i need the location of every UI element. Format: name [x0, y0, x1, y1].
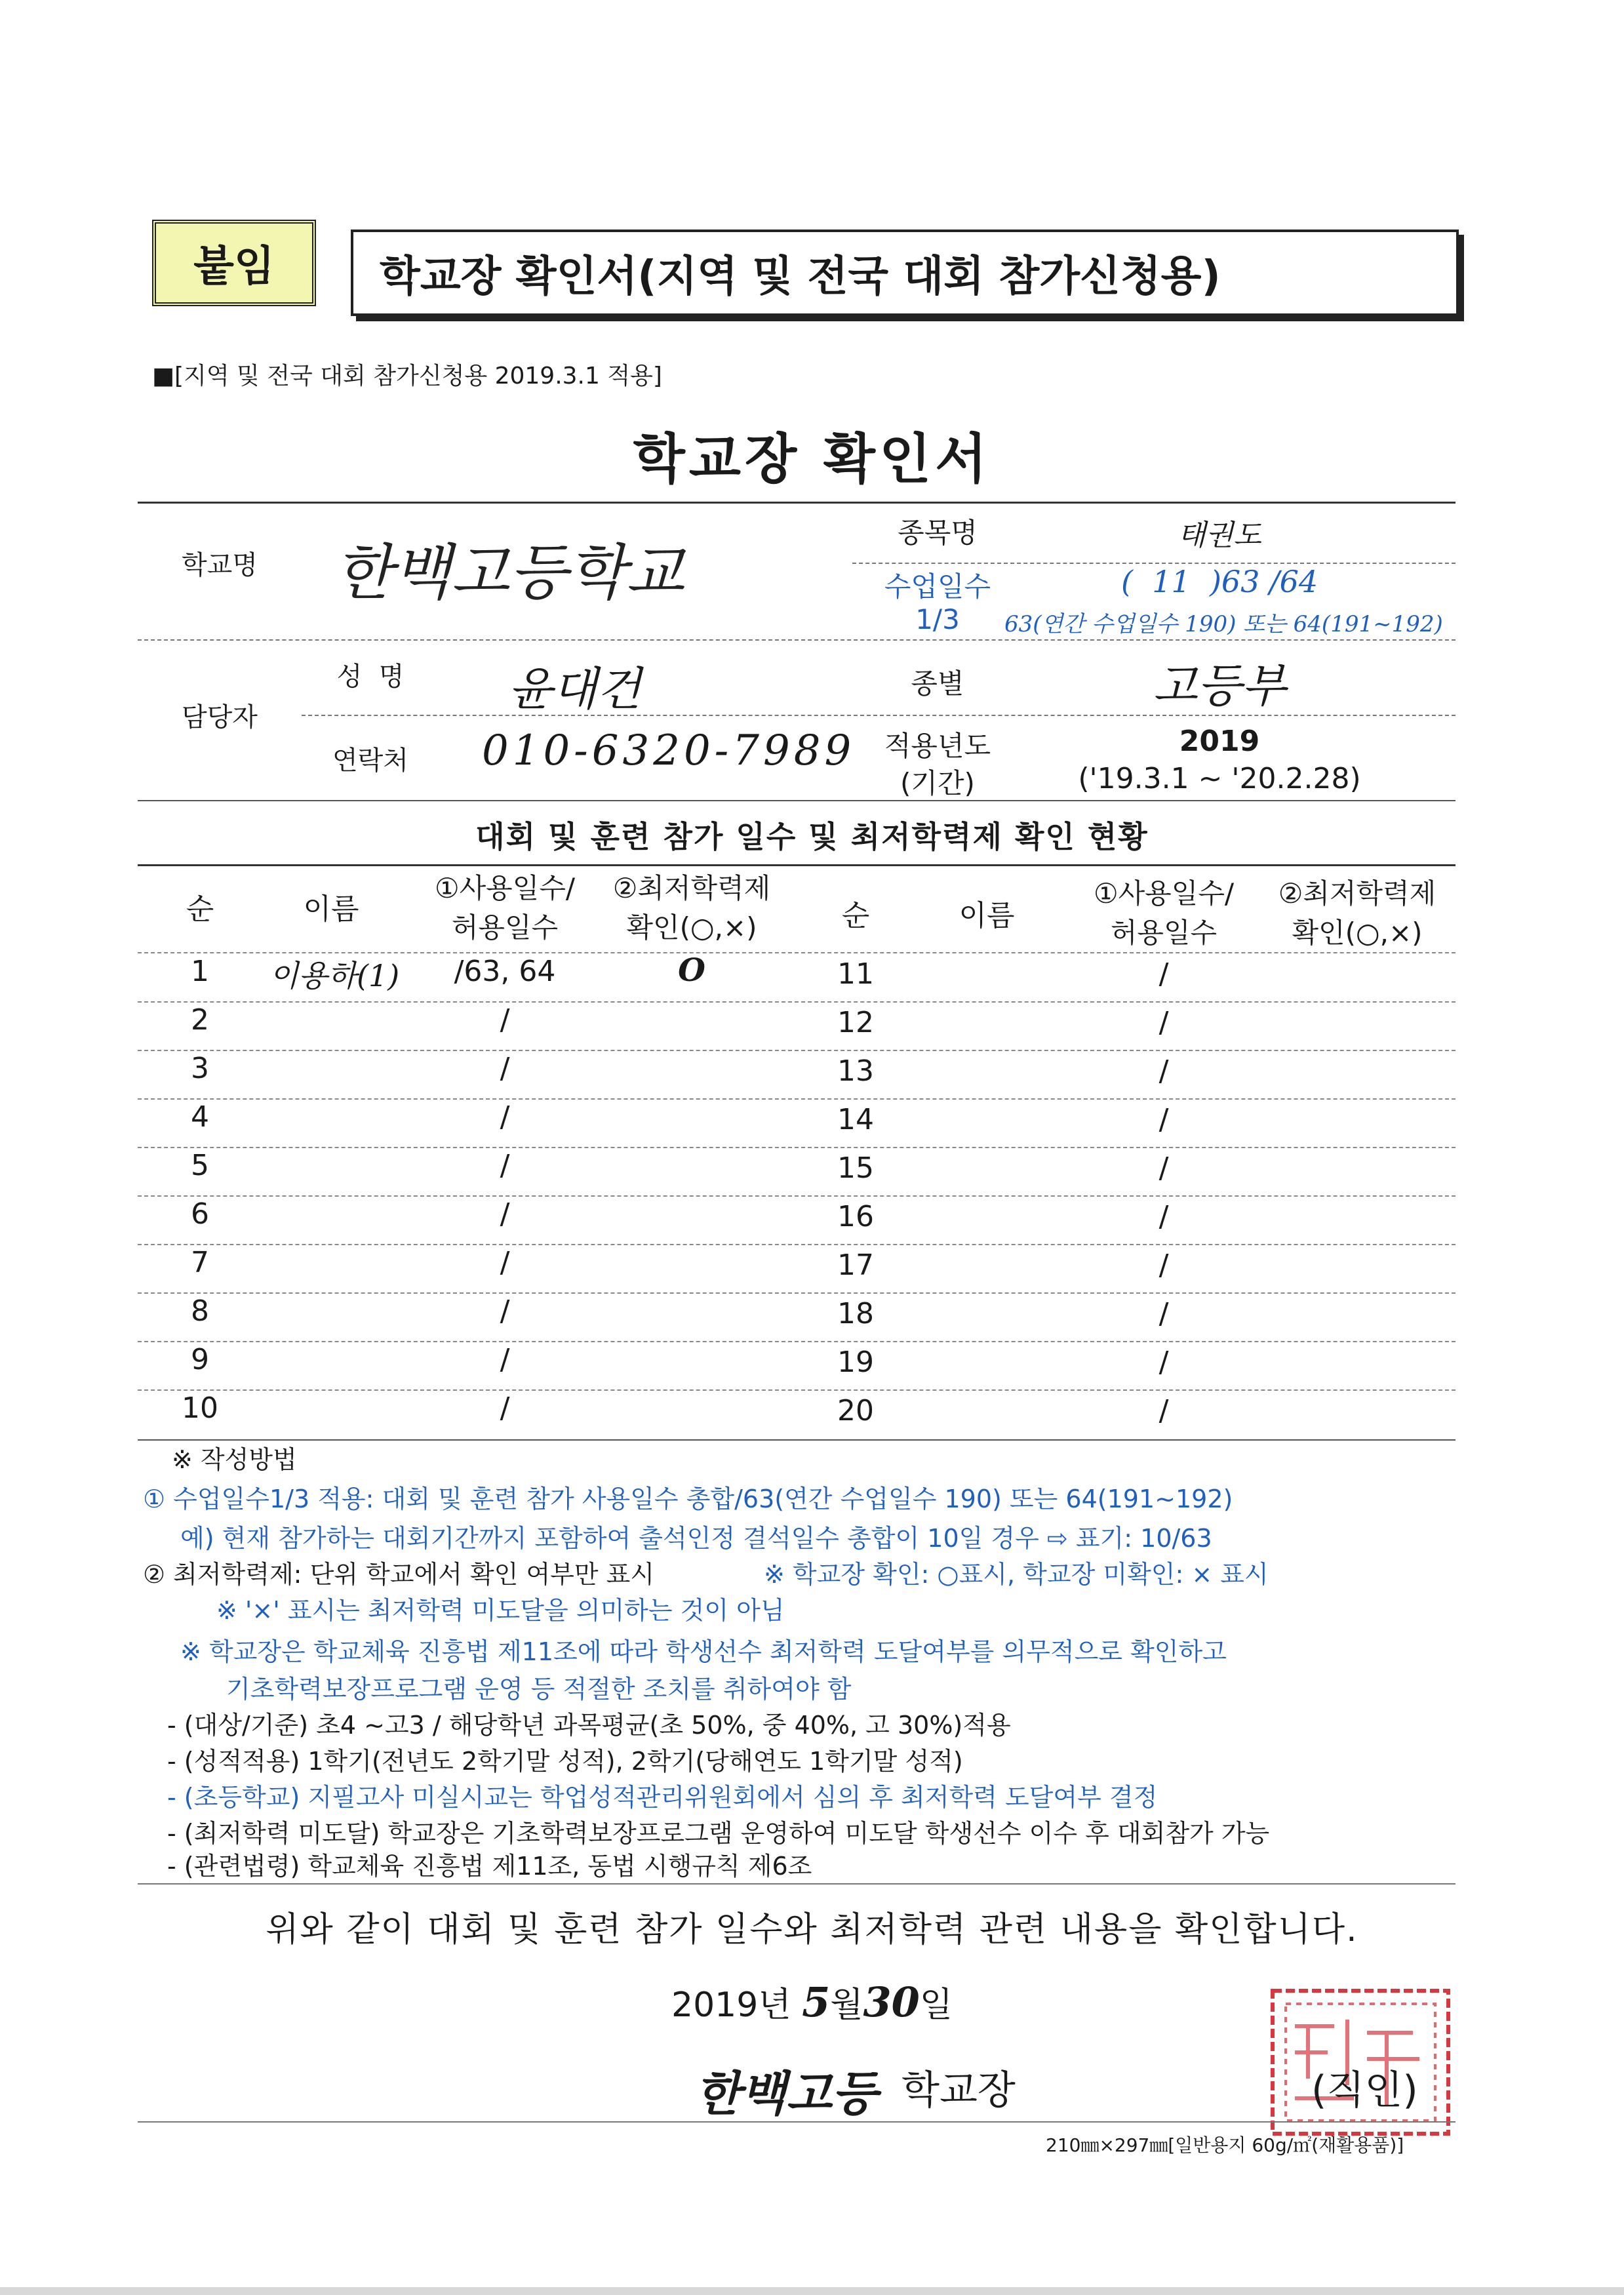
manager-label: 담당자 [182, 702, 258, 732]
header-check-left-1: ②최저학력제 [612, 872, 771, 904]
header-no-left: 순 [186, 892, 214, 926]
date-day: 30 [863, 1978, 920, 2026]
row-divider [138, 1098, 1456, 1100]
class-days-frac: 1/3 [915, 603, 960, 635]
row-divider [138, 1389, 1456, 1391]
name-label: 성 명 [336, 662, 405, 692]
seal-label: (직인) [1311, 2067, 1418, 2113]
year-value: 2019 [1179, 725, 1260, 758]
row-no: 13 [837, 1054, 874, 1088]
year-label: 적용년도 [884, 730, 991, 762]
school-value: 한백고등학교 [334, 538, 684, 608]
row-divider [138, 1001, 1456, 1003]
header-days-right-2: 허용일수 [1110, 917, 1218, 949]
header-check-right-1: ②최저학력제 [1278, 877, 1436, 909]
row-no: 4 [191, 1100, 209, 1134]
note-1b: 예) 현재 참가하는 대회기간까지 포함하여 출석인정 결석일수 총합이 10일 경우 ⇨ 표기: 10/63 [180, 1524, 1212, 1553]
row-days: / [500, 1149, 510, 1182]
row-days: / [500, 1100, 510, 1134]
row-days: / [500, 1294, 510, 1328]
banner-title: 학교장 확인서(지역 및 전국 대회 참가신청용) [380, 252, 1221, 301]
row-no: 6 [191, 1197, 209, 1231]
row-no: 15 [837, 1151, 874, 1185]
name-value: 윤대건 [508, 662, 641, 716]
row-no: 10 [182, 1391, 218, 1425]
manager-divider [302, 715, 1456, 716]
division-label: 종별 [911, 668, 964, 700]
row-days: / [500, 1197, 510, 1231]
header-days-right-1: ①사용일수/ [1093, 877, 1235, 909]
note-8: - (최저학력 미도달) 학교장은 기초학력보장프로그램 운영하여 미도달 학생선수 이수 후 대회참가 가능 [167, 1819, 1270, 1848]
row-days: / [1159, 1103, 1169, 1136]
row-no: 12 [837, 1006, 874, 1039]
row-days: / [1159, 1151, 1169, 1185]
row-no: 18 [837, 1297, 874, 1330]
row-no: 19 [837, 1346, 874, 1379]
class-days-value: ( 11 )63 /64 [1121, 564, 1318, 599]
row-name: 이용하(1) [269, 958, 400, 993]
notes-bottom-line [138, 1883, 1456, 1885]
row-divider [138, 1341, 1456, 1342]
header-days-left-2: 허용일수 [451, 911, 559, 944]
row-no: 9 [191, 1343, 209, 1376]
table-bottom-line [138, 1439, 1456, 1441]
row-no: 3 [191, 1052, 209, 1085]
class-days-sub: 63(연간 수업일수 190) 또는 64(191~192) [1004, 611, 1443, 637]
version-note: ■[지역 및 전국 대회 참가신청용 2019.3.1 적용] [152, 363, 662, 389]
contact-value: 010-6320-7989 [482, 727, 856, 775]
row-days: / [1159, 1006, 1169, 1039]
principal-label: 학교장 [901, 2067, 1016, 2113]
division-value: 고등부 [1153, 659, 1286, 713]
table-top-line [138, 864, 1456, 866]
note-6: - (성적적용) 1학기(전년도 2학기말 성적), 2학기(당해연도 1학기말 성적) [167, 1747, 963, 1776]
confirm-text: 위와 같이 대회 및 훈련 참가 일수와 최저학력 관련 내용을 확인합니다. [266, 1910, 1358, 1949]
row-no: 20 [837, 1394, 874, 1427]
note-4b: 기초학력보장프로그램 운영 등 적절한 조치를 취하여야 함 [226, 1675, 852, 1704]
note-9: - (관련법령) 학교체육 진흥법 제11조, 동법 시행규칙 제6조 [167, 1852, 812, 1881]
row-no: 5 [191, 1149, 209, 1182]
school-label: 학교명 [182, 550, 258, 580]
header-days-left-1: ①사용일수/ [434, 872, 576, 904]
row-days: /63, 64 [454, 955, 556, 988]
header-check-right-2: 확인(○,×) [1292, 917, 1423, 949]
event-value: 태권도 [1178, 519, 1261, 552]
note-5: - (대상/기준) 초4 ~고3 / 해당학년 과목평균(초 50%, 중 40%, 고 30%)적용 [167, 1711, 1011, 1740]
header-name-right: 이름 [959, 899, 1015, 932]
row-days: / [500, 1391, 510, 1425]
contact-label: 연락처 [332, 746, 408, 776]
info-top-line [138, 502, 1456, 504]
note-4a: ※ 학교장은 학교체육 진흥법 제11조에 따라 학생선수 최저학력 도달여부를 의무적으로 확인하고 [180, 1637, 1227, 1666]
banner-title-box [351, 230, 1459, 316]
note-1a: ① 수업일수1/3 적용: 대회 및 훈련 참가 사용일수 총합/63(연간 수업일수 190) 또는 64(191~192) [143, 1485, 1233, 1513]
paper-spec: 210㎜×297㎜[일반용지 60g/㎡(재활용품)] [1046, 2134, 1404, 2156]
year-label-sub: (기간) [900, 767, 975, 799]
header-no-right: 순 [841, 899, 870, 932]
row-days: / [1159, 1297, 1169, 1330]
row-no: 14 [837, 1103, 874, 1136]
row-no: 2 [191, 1003, 209, 1037]
date-month-unit: 월 [830, 1986, 863, 2025]
header-check-left-2: 확인(○,×) [626, 911, 757, 944]
row-check: O [678, 952, 705, 989]
scan-edge [0, 2287, 1624, 2295]
period-value: ('19.3.1 ~ '20.2.28) [1078, 762, 1361, 795]
row-days: / [1159, 1394, 1169, 1427]
row-no: 11 [837, 957, 874, 991]
row-no: 1 [191, 955, 209, 988]
date-year: 2019년 [671, 1986, 791, 2025]
row-days: / [1159, 1200, 1169, 1233]
date-month: 5 [802, 1978, 831, 2026]
note-3: ※ '×' 표시는 최저학력 미도달을 의미하는 것이 아님 [216, 1596, 785, 1625]
row-divider [138, 1292, 1456, 1294]
row-days: / [1159, 1346, 1169, 1379]
row-days: / [1159, 957, 1169, 991]
attachment-tag-label: 붙임 [193, 243, 275, 291]
row-days: / [500, 1052, 510, 1085]
row-days: / [500, 1343, 510, 1376]
row-divider [138, 1244, 1456, 1245]
header-name-left: 이름 [303, 892, 359, 926]
row-divider [138, 1050, 1456, 1051]
row-no: 16 [837, 1200, 874, 1233]
event-label: 종목명 [898, 517, 978, 549]
info-mid-line [138, 639, 1456, 641]
table-title: 대회 및 훈련 참가 일수 및 최저학력제 확인 현황 [475, 819, 1149, 854]
class-days-label: 수업일수 [884, 570, 991, 603]
notes-heading: ※ 작성방법 [172, 1445, 297, 1474]
row-days: / [1159, 1054, 1169, 1088]
row-no: 17 [837, 1248, 874, 1282]
note-7: - (초등학교) 지필고사 미실시교는 학업성적관리위원회에서 심의 후 최저학력 도달여부 결정 [167, 1783, 1158, 1812]
date-day-unit: 일 [919, 1986, 953, 2025]
signature-name: 한백고등 [695, 2066, 878, 2121]
row-divider [138, 1147, 1456, 1148]
note-2a: ② 최저학력제: 단위 학교에서 확인 여부만 표시 [143, 1560, 655, 1589]
row-divider [138, 1195, 1456, 1197]
row-no: 8 [191, 1294, 209, 1328]
info-bottom-line [138, 800, 1456, 801]
document-title: 학교장 확인서 [633, 428, 991, 490]
footer-line [138, 2121, 1456, 2123]
row-days: / [1159, 1248, 1169, 1282]
row-days: / [500, 1003, 510, 1037]
row-no: 7 [191, 1246, 209, 1279]
attachment-tag [152, 220, 316, 306]
row-days: / [500, 1246, 510, 1279]
note-2b: ※ 학교장 확인: ○표시, 학교장 미확인: × 표시 [764, 1560, 1269, 1589]
